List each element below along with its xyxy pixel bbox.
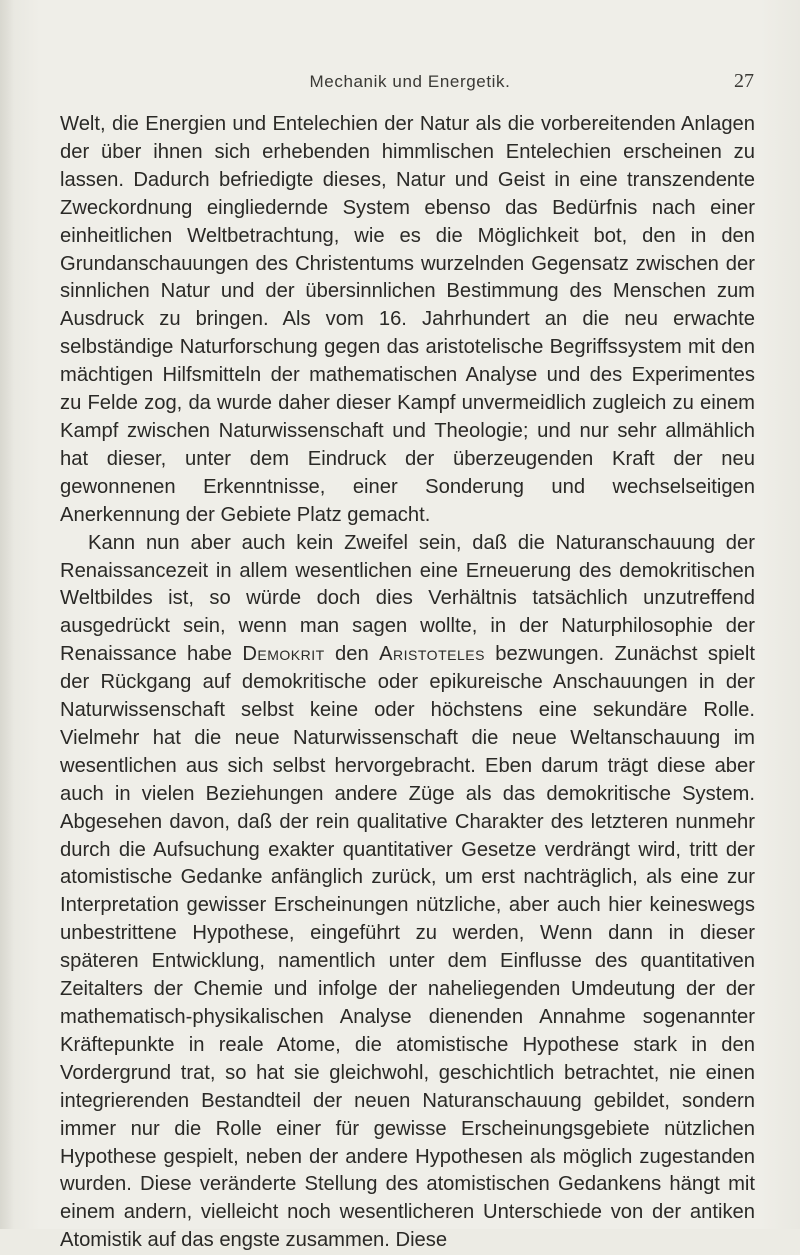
text-run: Welt, die Energien und Entelechien der Natur als die vorbereitenden Anlagen der über ihnen sich erhebenden himmlischen Entelechien erscheinen zu lassen. Dadurch befriedigte dieses, Natur und Geist in eine transzendente Zweckordnung eingliedernde System ebenso das Bedürfnis nach einer einheitlichen Weltbetrachtung, wie es die Möglichkeit bot, den in den Grundanschauungen des Christentums wurzelnden Gegensatz zwischen der sinnlichen Natur und der übersinnlichen Bestimmung des Menschen zum Ausdruck zu bringen. Als vom 16. Jahrhundert an die neu erwachte selbständige Naturforschung gegen das aristotelische Begriffssystem mit den mächtigen Hilfsmitteln der mathematischen Analyse und des Experimentes zu Felde zog, da wurde daher dieser Kampf unvermeidlich zugleich zu einem Kampf zwischen Naturwissenschaft und Theologie; und nur sehr allmählich hat dieser, unter dem Eindruck der überzeugenden Kraft der neu gewonnenen Erkenntnisse, einer Sonderung und wechselseitigen Anerkennung der Gebiete Platz gemacht.	[60, 113, 755, 526]
paragraph	[60, 530, 755, 1255]
text-run: den	[324, 643, 380, 666]
page-number: 27	[734, 70, 754, 92]
body-text	[60, 111, 755, 1255]
author-name: Aristoteles	[379, 643, 485, 666]
author-name: Demokrit	[242, 643, 325, 666]
running-head	[60, 72, 760, 102]
paragraph	[60, 111, 755, 530]
text-run: bezwungen. Zunächst spielt der Rückgang auf demokritische oder epikureische Anschauungen in der Naturwissenschaft selbst keine oder höchstens eine sekundäre Rolle. Vielmehr hat die neue Naturwissenschaft die neue Weltanschauung im wesentlichen aus sich selbst hervorgebracht. Eben darum trägt diese aber auch in vielen Beziehungen andere Züge als das demokritische System. Abgesehen davon, daß der rein qualitative Charakter des letzteren nunmehr durch die Aufsuchung exakter quantitativer Gesetze verdrängt wird, tritt der atomistische Gedanke anfänglich zurück, um erst nachträglich, als eine zur Interpretation gewisser Erscheinungen nützliche, aber auch hier keineswegs unbestrittene Hypothese, eingeführt zu werden, Wenn dann in dieser späteren Entwicklung, namentlich unter dem Einflusse des quantitativen Zeitalters der Chemie und infolge der naheliegenden Umdeutung der der mathematisch-physikalischen Analyse dienenden Annahme sogenannter Kräftepunkte in reale Atome, die atomistische Hypothese stark in den Vordergrund trat, so hat sie gleichwohl, geschichtlich betrachtet, nie einen integrierenden Bestandteil der neuen Naturanschauung gebildet, sondern immer nur die Rolle einer für gewisse Erscheinungsgebiete nützlichen Hypothese gespielt, neben der andere Hypothesen als möglich zugestanden wurden. Diese veränderte Stellung des atomistischen Gedankens hängt mit einem andern, vielleicht noch wesentlicheren Unterschiede von der antiken Atomistik auf das engste zusammen. Diese	[60, 643, 756, 1252]
binding-gutter-shadow	[0, 0, 14, 1229]
text-run: Kann nun aber auch kein Zweifel sein, daß die Naturanschauung der Renaissancezeit in allem wesentlichen eine Erneuerung des demokritischen Weltbildes ist, so würde doch dies Verhältnis tatsächlich unzutreffend ausgedrückt sein, wenn man sagen wollte, in der Naturphilosophie der Renaissance habe	[60, 531, 755, 666]
running-title: Mechanik und Energetik.	[309, 72, 511, 91]
